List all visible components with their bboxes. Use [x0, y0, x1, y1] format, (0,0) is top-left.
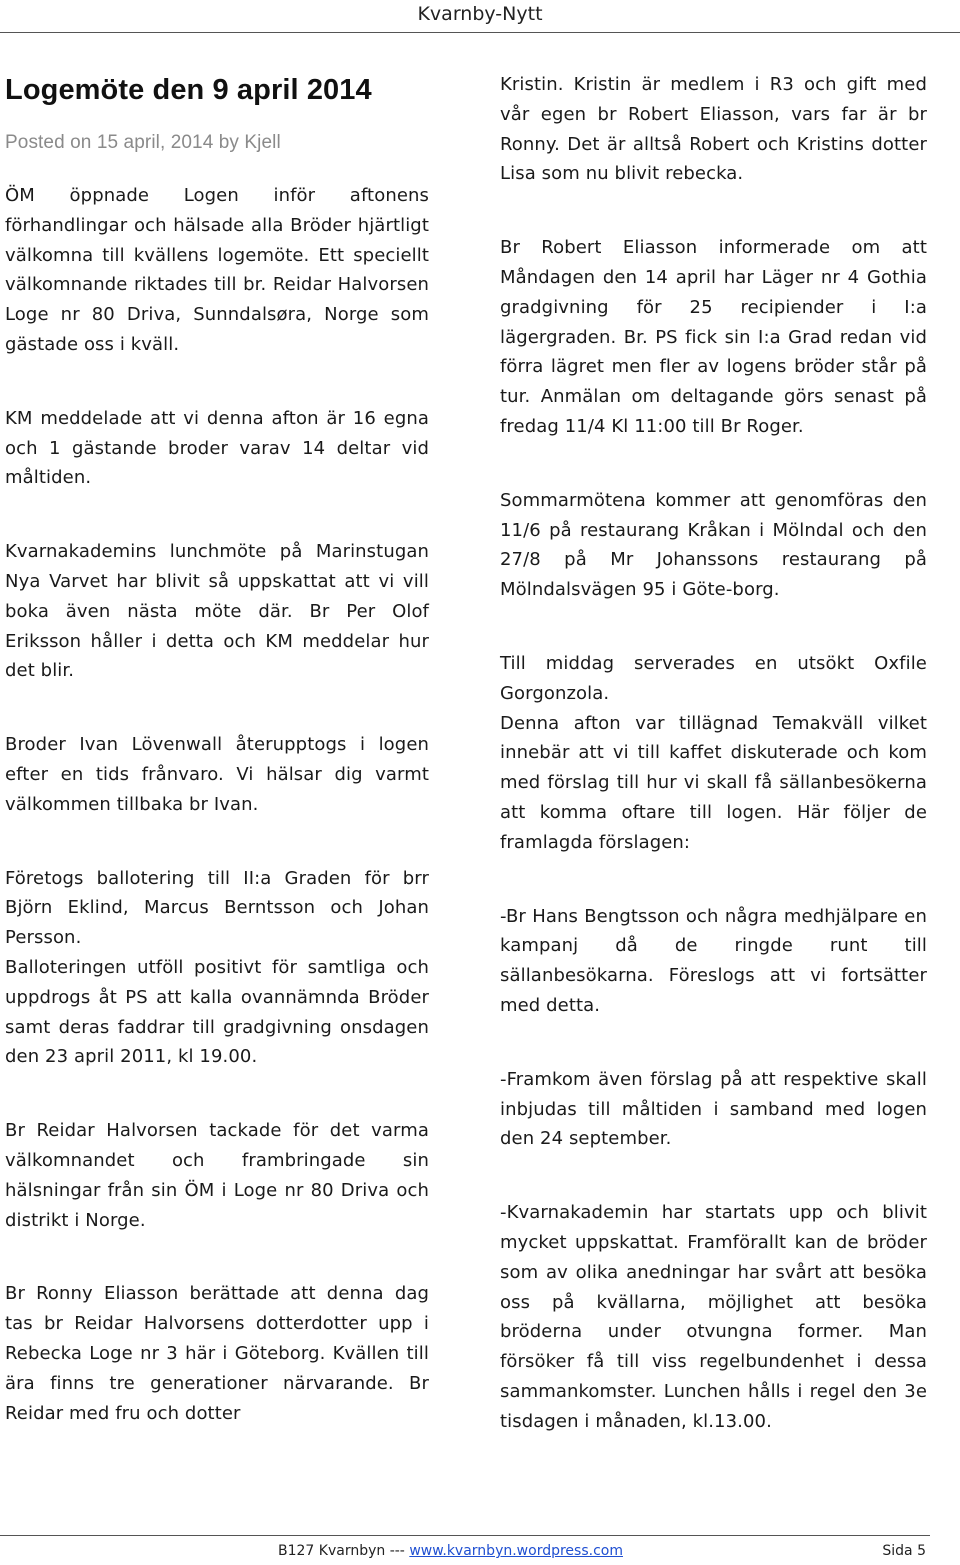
paragraph: Kristin. Kristin är medlem i R3 och gift med vår egen br Robert Eliasson, vars far är br Ronny. Det är alltså Robert och Kristins dotter Lisa som nu blivit rebecka.: [500, 74, 927, 185]
paragraph: Denna afton var tillägnad Temakväll vilket innebär att vi till kaffet diskuterade och kom med förslag till hur vi skall få sällanbesökerna att komma oftare till logen. Här följer de framlagda förslagen:: [500, 712, 927, 853]
right-column: [500, 70, 927, 1480]
paragraph: Broder Ivan Lövenwall återupptogs i logen efter en tids frånvaro. Vi hälsar dig varmt välkommen tillbaka br Ivan.: [5, 734, 429, 815]
footer-issue-label: B127 Kvarnbyn ---: [278, 1543, 410, 1559]
article-byline: Posted on 15 april, 2014 by Kjell: [5, 132, 281, 153]
paragraph: ÖM öppnade Logen inför aftonens förhandlingar och hälsade alla Bröder hjärtligt välkomna till kvällens logemöte. Ett speciellt välkomnande riktades till br. Reidar Halvorsen Loge nr 80 Driva, Sunndalsøra, Norge som gästade oss i kväll.: [5, 185, 429, 355]
header-divider: [0, 32, 960, 33]
footer-issue: [278, 1543, 623, 1559]
paragraph: Kvarnakademins lunchmöte på Marinstugan Nya Varvet har blivit så uppskattat att vi vill boka även nästa möte där. Br Per Olof Eriksson håller i detta och KM meddelar hur det blir.: [5, 541, 429, 682]
paragraph: -Framkom även förslag på att respektive skall inbjudas till måltiden i samband med logen den 24 september.: [500, 1068, 927, 1150]
paragraph: Br Ronny Eliasson berättade att denna dag tas br Reidar Halvorsens dotterdotter upp i Rebecka Loge nr 3 här i Göteborg. Kvällen till ära finns tre generationer närvarande. Br Reidar med fru och dotter: [5, 1283, 429, 1424]
paragraph: Företogs ballotering till II:a Graden för brr Björn Eklind, Marcus Berntsson och Johan Persson.: [5, 867, 429, 949]
page-number: Sida 5: [882, 1543, 926, 1559]
paragraph: -Kvarnakademin har startats upp och blivit mycket uppskattat. Framförallt kan de bröder som av olika anedningar har svårt att besöka oss på kvällarna, möjlighet att besöka bröderna under otvungna former. Man försöker få till viss regelbundenhet i dessa sammankomster. Lunchen hålls i regel den 3e tisdagen i månaden, kl.13.00.: [500, 1202, 927, 1432]
paragraph: Balloteringen utföll positivt för samtliga och uppdrogs åt PS att kalla ovannämnda Bröder samt deras faddrar till gradgivning onsdagen den 23 april 2011, kl 19.00.: [5, 956, 429, 1068]
newsletter-header: Kvarnby-Nytt: [417, 3, 543, 25]
footer-divider: [0, 1535, 930, 1536]
paragraph: Till middag serverades en utsökt Oxfile Gorgonzola.: [500, 652, 927, 704]
left-column: [5, 60, 429, 1472]
paragraph: Sommarmötena kommer att genomföras den 11/6 på restaurang Kråkan i Mölndal och den 27/8 på Mr Johanssons restaurang på Mölndalsvägen 95 i Göte-borg.: [500, 489, 927, 601]
paragraph: Br Robert Eliasson informerade om att Måndagen den 14 april har Läger nr 4 Gothia gradgivning för 25 recipiender i I:a lägergraden. Br. PS fick sin I:a Grad redan vid förra lägret men fler av logens bröder står på tur. Anmälan om deltagande görs senast på fredag 11/4 Kl 11:00 till Br Roger.: [500, 237, 927, 437]
paragraph: KM meddelade att vi denna afton är 16 egna och 1 gästande broder varav 14 deltar vid måltiden.: [5, 407, 429, 489]
paragraph: -Br Hans Bengtsson och några medhjälpare en kampanj då de ringde runt till sällanbesökarna. Föreslogs att vi fortsätter med detta.: [500, 905, 927, 1016]
website-link[interactable]: www.kvarnbyn.wordpress.com: [409, 1543, 623, 1559]
article-title: Logemöte den 9 april 2014: [5, 74, 372, 106]
paragraph: Br Reidar Halvorsen tackade för det varma välkomnandet och frambringade sin hälsningar från sin ÖM i Loge nr 80 Driva och distrikt i Norge.: [5, 1120, 429, 1231]
